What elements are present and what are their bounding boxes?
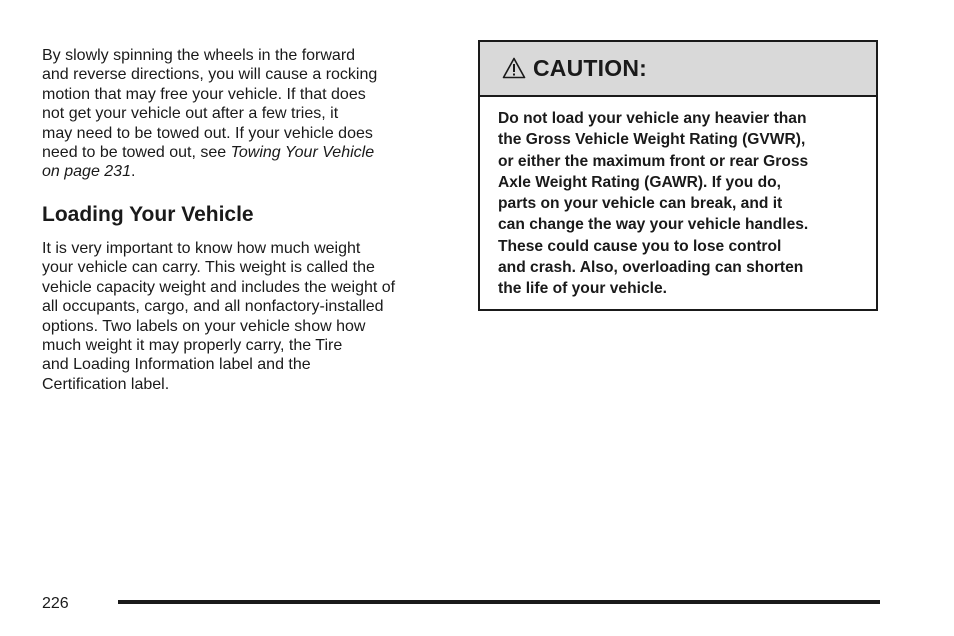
loading-paragraph: It is very important to know how much weight your vehicle can carry. This weight is called the vehicle capacity weight and includes the weight of all occupants, cargo, and all nonfactory-installed options. Two labels on your vehicle show how much weight it may properly carry, the Tire and Loading Information label and the Certification label. <box>42 240 396 393</box>
rocking-paragraph <box>42 46 442 182</box>
page-number: 226 <box>42 595 69 612</box>
rocking-paragraph-text: By slowly spinning the wheels in the forward and reverse directions, you will cause a rocking motion that may free your vehicle. If that does not get your vehicle out after a few tries, it may need to be towed out. If your vehicle does need to be towed out, see <box>42 47 378 162</box>
towing-reference-link[interactable]: Towing Your Vehicle on page 231 <box>42 144 375 181</box>
section-heading-loading: Loading Your Vehicle <box>42 203 254 226</box>
caution-body: Do not load your vehicle any heavier than the Gross Vehicle Weight Rating (GVWR), or either the maximum front or rear Gross Axle Weight Rating (GAWR). If you do, parts on your vehicle can break, and it can change the way your vehicle handles. These could cause you to lose control and crash. Also, overloading can shorten the life of your vehicle. <box>498 110 809 298</box>
left-column <box>42 46 442 393</box>
caution-header <box>480 42 876 97</box>
caution-box <box>478 40 878 311</box>
caution-title: CAUTION: <box>533 55 648 81</box>
footer-rule <box>118 600 880 604</box>
warning-triangle-icon <box>502 57 526 79</box>
rocking-paragraph-end: . <box>130 163 136 181</box>
